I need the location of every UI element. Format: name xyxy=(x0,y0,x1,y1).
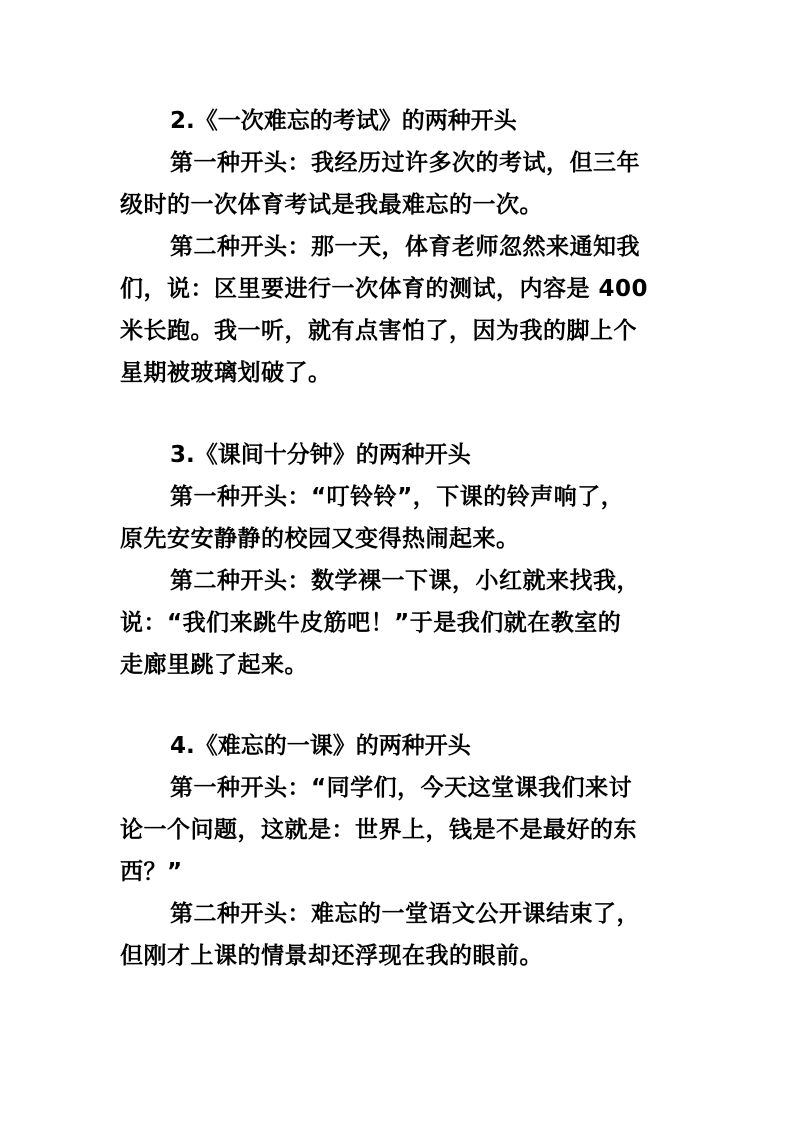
text-line: 西？” xyxy=(120,859,183,885)
paragraph-opening-1 xyxy=(120,767,680,893)
paragraph-opening-2 xyxy=(120,560,680,686)
text-line: 说：“我们来跳牛皮筋吧！”于是我们就在教室的 xyxy=(120,610,622,636)
text-line: 但刚才上课的情景却还浮现在我的眼前。 xyxy=(120,943,543,969)
text-line: 论一个问题，这就是：世界上，钱是不是最好的东 xyxy=(120,817,637,843)
paragraph-opening-1 xyxy=(120,476,680,560)
text-line: 星期被玻璃划破了。 xyxy=(120,360,332,386)
text-line: 第一种开头：“叮铃铃”，下课的铃声响了， xyxy=(170,484,625,510)
text-line: 们，说：区里要进行一次体育的测试，内容是 400 xyxy=(120,276,649,302)
text-line: 米长跑。我一听，就有点害怕了，因为我的脚上个 xyxy=(120,318,637,344)
section-title: 2.《一次难忘的考试》的两种开头 xyxy=(170,108,517,134)
text-line: 原先安安静静的校园又变得热闹起来。 xyxy=(120,526,520,552)
text-line: 级时的一次体育考试是我最难忘的一次。 xyxy=(120,192,543,218)
text-line: 第一种开头：我经历过许多次的考试，但三年 xyxy=(170,150,640,176)
section-title: 3.《课间十分钟》的两种开头 xyxy=(170,442,471,468)
paragraph-opening-2 xyxy=(120,226,680,394)
text-line: 第一种开头：“同学们，今天这堂课我们来讨 xyxy=(170,775,633,801)
text-line: 第二种开头：数学裸一下课，小红就来找我， xyxy=(170,568,640,594)
text-line: 第二种开头：那一天，体育老师忽然来通知我 xyxy=(170,234,640,260)
section-lesson xyxy=(120,725,680,977)
paragraph-opening-1 xyxy=(120,142,680,226)
section-title: 4.《难忘的一课》的两种开头 xyxy=(170,733,471,759)
paragraph-opening-2 xyxy=(120,893,680,977)
text-line: 走廊里跳了起来。 xyxy=(120,652,308,678)
text-line: 第二种开头：难忘的一堂语文公开课结束了， xyxy=(170,901,640,927)
section-recess xyxy=(120,434,680,686)
section-exam xyxy=(120,100,680,394)
